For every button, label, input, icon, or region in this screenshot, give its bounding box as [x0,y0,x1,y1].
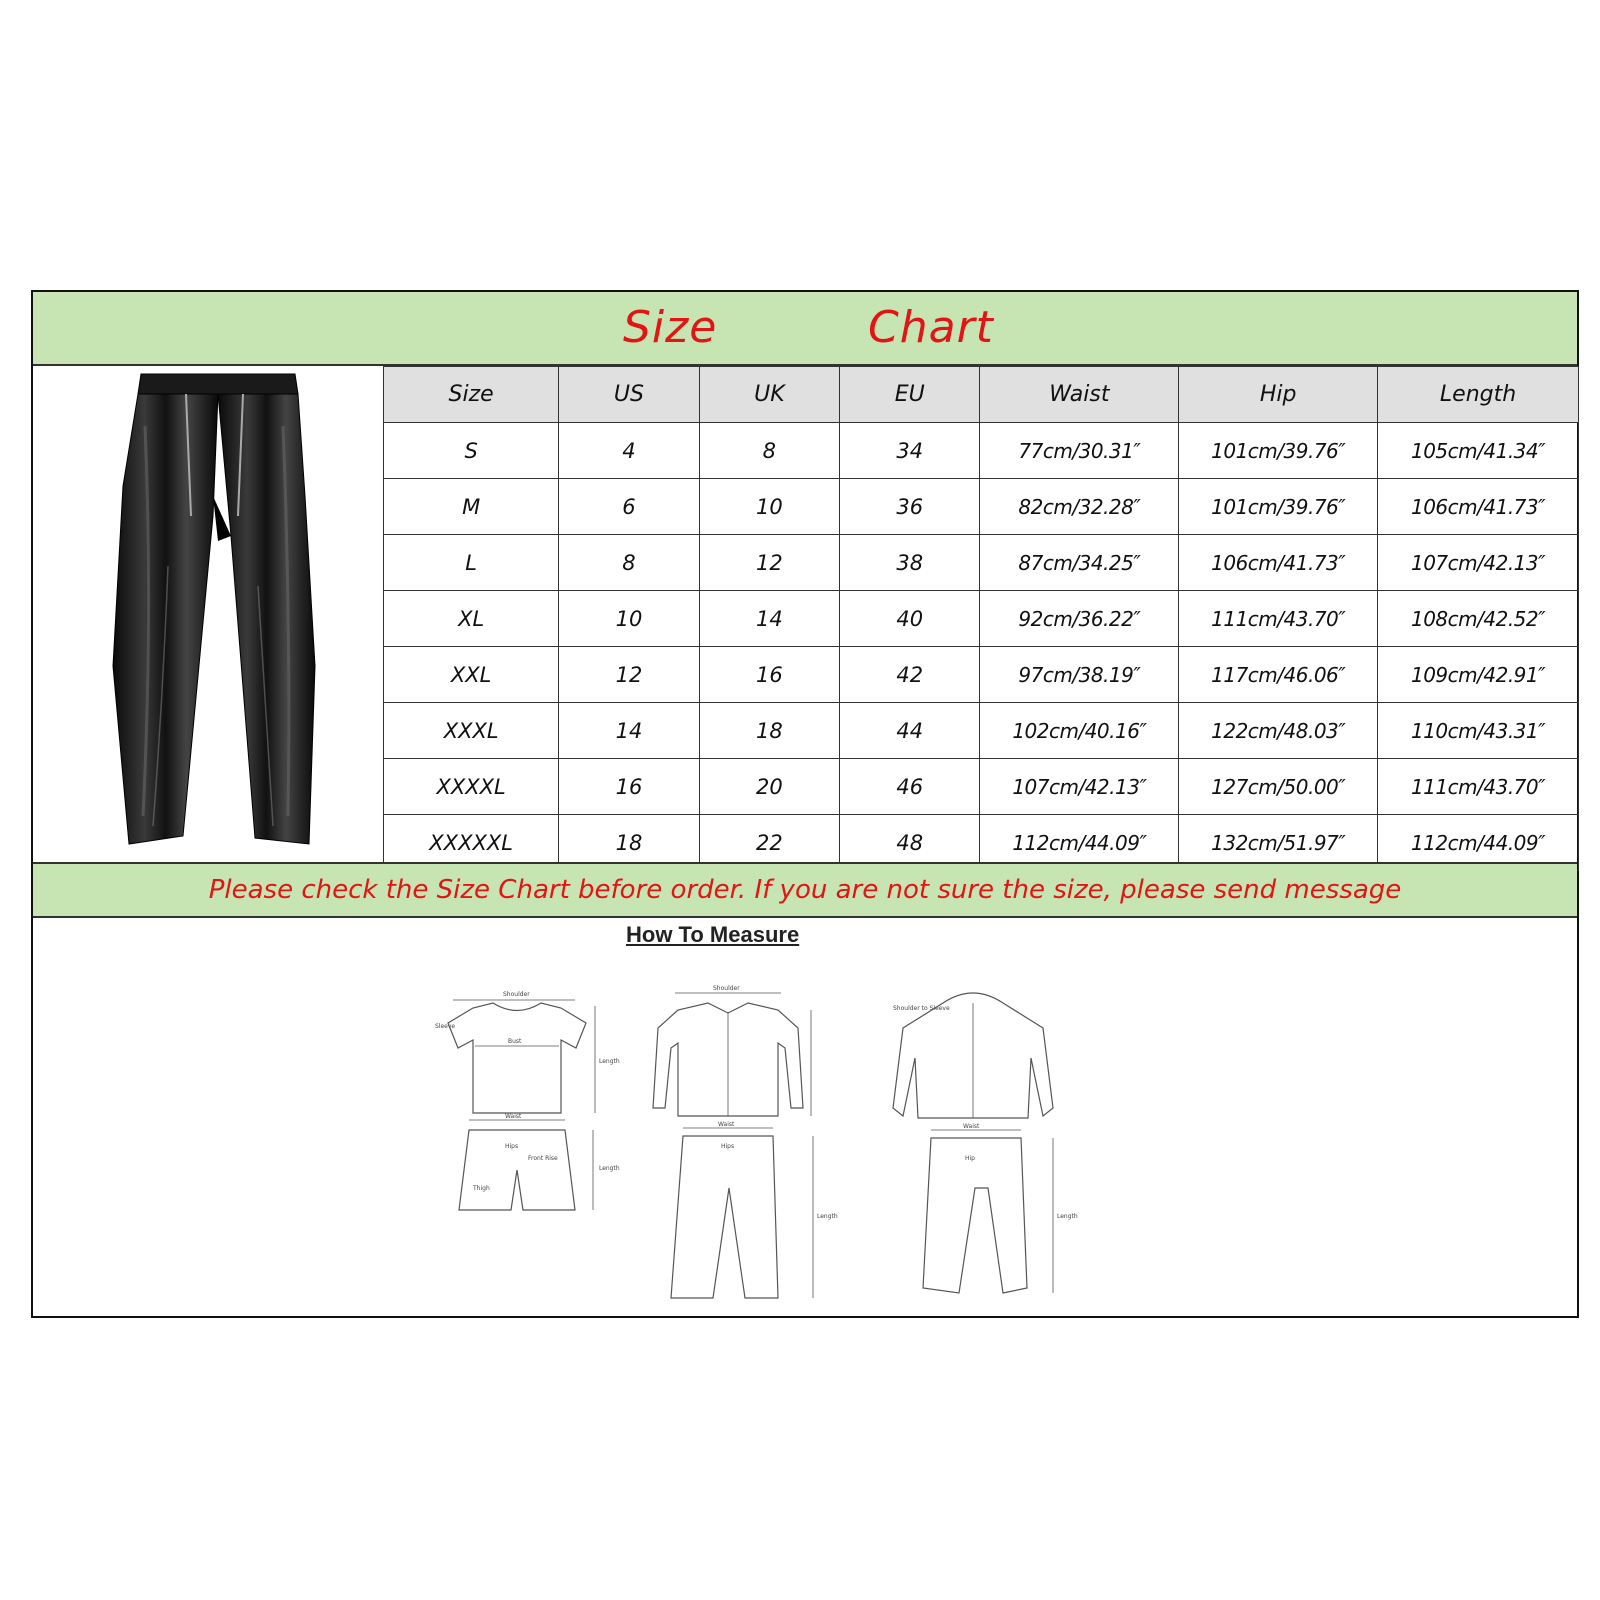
black-leather-pants-icon [33,366,383,862]
cell-us: 16 [559,759,699,815]
cell-size: XXL [384,647,559,703]
cell-waist: 77cm/30.31″ [980,423,1179,479]
label-length-trousers: Length [817,1213,838,1220]
cell-size: XXXXL [384,759,559,815]
cell-hip: 127cm/50.00″ [1179,759,1378,815]
cell-us: 8 [559,535,699,591]
cell-uk: 14 [699,591,839,647]
cell-eu: 46 [840,759,980,815]
col-size: Size [384,367,559,423]
cell-length: 109cm/42.91″ [1378,647,1579,703]
cell-uk: 8 [699,423,839,479]
col-hip: Hip [1179,367,1378,423]
cell-waist: 102cm/40.16″ [980,703,1179,759]
col-waist: Waist [980,367,1179,423]
cell-eu: 38 [840,535,980,591]
label-bust: Bust [508,1038,522,1045]
cell-uk: 18 [699,703,839,759]
table-row [384,647,1579,703]
label-length-shorts: Length [599,1165,620,1172]
col-eu: EU [840,367,980,423]
title-bar [33,292,1577,366]
label-front-rise: Front Rise [528,1155,558,1162]
label-length: Length [599,1058,620,1065]
cell-waist: 97cm/38.19″ [980,647,1179,703]
cell-length: 108cm/42.52″ [1378,591,1579,647]
cell-length: 107cm/42.13″ [1378,535,1579,591]
label-shoulder-to-sleeve: Shoulder to Sleeve [893,1005,950,1012]
cell-length: 110cm/43.31″ [1378,703,1579,759]
cell-size: M [384,479,559,535]
table-row [384,535,1579,591]
cell-size: S [384,423,559,479]
cell-hip: 106cm/41.73″ [1179,535,1378,591]
table-row [384,759,1579,815]
cell-uk: 12 [699,535,839,591]
cell-us: 14 [559,703,699,759]
col-us: US [559,367,699,423]
cell-eu: 44 [840,703,980,759]
cell-us: 18 [559,815,699,871]
label-hips: Hips [505,1143,519,1150]
cell-hip: 132cm/51.97″ [1179,815,1378,871]
title-size: Size [623,302,718,353]
cell-hip: 111cm/43.70″ [1179,591,1378,647]
label-shoulder-shirt: Shoulder [713,985,740,992]
label-sleeve: Sleeve [435,1023,456,1030]
col-length: Length [1378,367,1579,423]
title-chart: Chart [868,302,994,353]
cell-eu: 42 [840,647,980,703]
cell-uk: 16 [699,647,839,703]
notice-bar: Please check the Size Chart before order. If you are not sure the size, please send message [33,862,1577,918]
label-waist-joggers: Waist [963,1123,980,1130]
label-thigh: Thigh [473,1185,490,1192]
label-hips-trousers: Hips [721,1143,735,1150]
cell-size: XXXL [384,703,559,759]
cell-hip: 101cm/39.76″ [1179,479,1378,535]
cell-uk: 10 [699,479,839,535]
col-uk: UK [699,367,839,423]
cell-us: 12 [559,647,699,703]
label-shoulder: Shoulder [503,991,530,998]
cell-us: 6 [559,479,699,535]
cell-size: L [384,535,559,591]
table-header-row [384,367,1579,423]
cell-waist: 82cm/32.28″ [980,479,1179,535]
cell-uk: 22 [699,815,839,871]
table-row [384,423,1579,479]
cell-waist: 92cm/36.22″ [980,591,1179,647]
how-to-measure-title: How To Measure [626,922,800,947]
size-chart-frame [31,290,1579,1318]
cell-size: XL [384,591,559,647]
cell-length: 111cm/43.70″ [1378,759,1579,815]
product-photo [33,366,383,862]
table-row [384,591,1579,647]
table-row [384,479,1579,535]
cell-hip: 122cm/48.03″ [1179,703,1378,759]
cell-waist: 112cm/44.09″ [980,815,1179,871]
cell-length: 106cm/41.73″ [1378,479,1579,535]
cell-eu: 40 [840,591,980,647]
cell-eu: 34 [840,423,980,479]
cell-us: 10 [559,591,699,647]
label-waist: Waist [505,1113,522,1120]
table-row [384,703,1579,759]
cell-hip: 101cm/39.76″ [1179,423,1378,479]
cell-uk: 20 [699,759,839,815]
label-hip-joggers: Hip [965,1155,975,1162]
cell-us: 4 [559,423,699,479]
label-waist-trousers: Waist [718,1121,735,1128]
cell-eu: 48 [840,815,980,871]
measure-diagrams-icon [403,948,1103,1308]
label-length-joggers: Length [1057,1213,1078,1220]
cell-size: XXXXXL [384,815,559,871]
cell-waist: 107cm/42.13″ [980,759,1179,815]
cell-waist: 87cm/34.25″ [980,535,1179,591]
cell-length: 112cm/44.09″ [1378,815,1579,871]
cell-length: 105cm/41.34″ [1378,423,1579,479]
how-to-measure-section [33,918,1577,1316]
size-table [383,366,1579,871]
cell-hip: 117cm/46.06″ [1179,647,1378,703]
cell-eu: 36 [840,479,980,535]
